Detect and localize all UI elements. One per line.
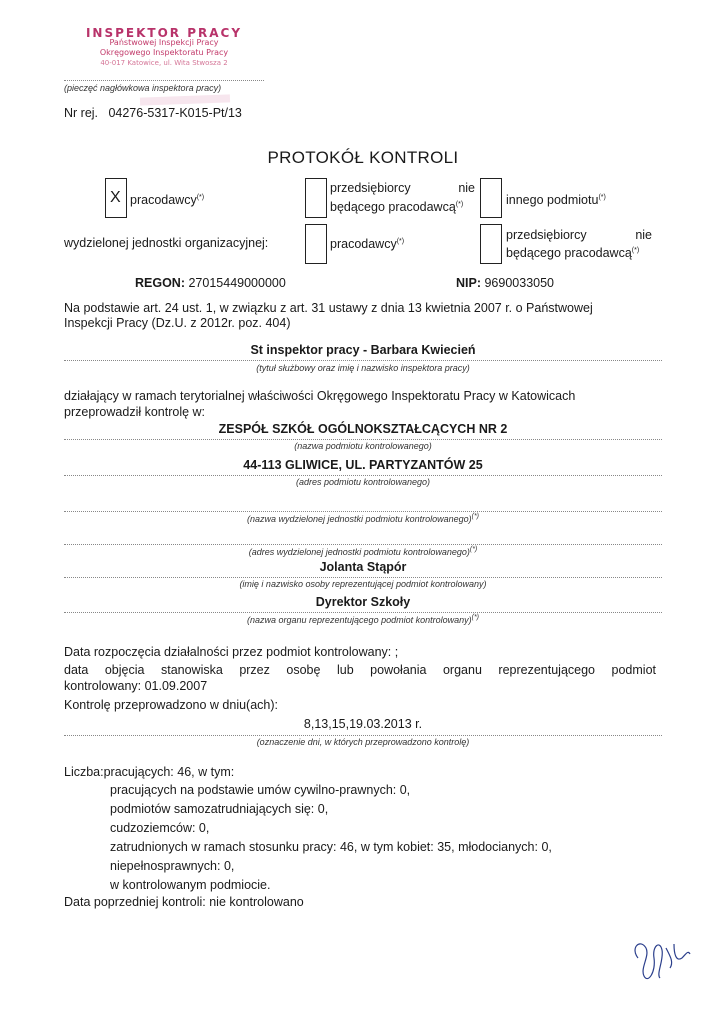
unit-address-caption: (adres wydzielonej jednostki podmiotu kontrolowanego)(*) xyxy=(248,546,478,557)
stamp-caption: (pieczęć nagłówkowa inspektora pracy) xyxy=(64,83,222,93)
checkbox-innego-podmiotu[interactable] xyxy=(480,178,502,218)
previous-control: Data poprzedniej kontroli: nie kontrolowano xyxy=(64,895,304,909)
count-employed: zatrudnionych w ramach stosunku pracy: 46, w tym kobiet: 35, młodocianych: 0, xyxy=(110,840,552,854)
reg-number: 04276-5317-K015-Pt/13 xyxy=(108,106,242,120)
inspector-value: St inspektor pracy - Barbara Kwiecień xyxy=(250,343,476,357)
count-disabled: niepełnosprawnych: 0, xyxy=(110,859,235,873)
inspector-line xyxy=(64,360,662,361)
unit-name-caption: (nazwa wydzielonej jednostki podmiotu kontrolowanego)(*) xyxy=(246,513,480,524)
nip xyxy=(456,276,554,291)
label-przedsiebiorcy-line2: będącego pracodawcą(*) xyxy=(330,200,464,215)
checkbox-przedsiebiorcy[interactable] xyxy=(305,178,327,218)
header-stamp xyxy=(64,28,264,76)
entity-name-line xyxy=(64,439,662,440)
control-days-value: 8,13,15,19.03.2013 r. xyxy=(303,717,423,731)
checkbox-jednostka-przedsiebiorcy[interactable] xyxy=(480,224,502,264)
unit-address-line xyxy=(64,544,662,545)
registration-number xyxy=(64,106,242,121)
checkbox-jednostka-pracodawcy[interactable] xyxy=(305,224,327,264)
representative-name: Jolanta Stąpór xyxy=(319,560,407,574)
representative-line xyxy=(64,577,662,578)
entity-address-line xyxy=(64,475,662,476)
count-header: Liczba:pracujących: 46, w tym: xyxy=(64,765,235,779)
control-days-caption: (oznaczenie dni, w których przeprowadzono kontrolę) xyxy=(256,737,470,747)
label-jednostka-przedsiebiorcy-line2: będącego pracodawcą(*) xyxy=(506,246,640,261)
count-in-entity: w kontrolowanym podmiocie. xyxy=(110,878,271,892)
label-jednostka-pracodawcy: pracodawcy(*) xyxy=(330,237,405,252)
control-days-line xyxy=(64,735,662,736)
representative-caption: (imię i nazwisko osoby reprezentującej podmiot kontrolowany) xyxy=(239,579,487,589)
label-innego-podmiotu: innego podmiotu(*) xyxy=(506,193,606,208)
legal-basis-line-2: Inspekcji Pracy (Dz.U. z 2012r. poz. 404) xyxy=(64,316,291,330)
entity-name: ZESPÓŁ SZKÓŁ OGÓLNOKSZTAŁCĄCYCH NR 2 xyxy=(218,422,508,436)
label-wydzielonej-jednostki: wydzielonej jednostki organizacyjnej: xyxy=(64,236,269,250)
label-przedsiebiorcy-line1: przedsiębiorcy nie xyxy=(330,181,475,195)
acting-line-1: działający w ramach terytorialnej właściwości Okręgowego Inspektoratu Pracy w Katowicach xyxy=(64,389,576,403)
legal-basis-line-1: Na podstawie art. 24 ust. 1, w związku z art. 31 ustawy z dnia 13 kwietnia 2007 r. o Państwowej xyxy=(64,301,593,315)
faint-stamp-mark xyxy=(140,94,230,105)
organ-name: Dyrektor Szkoły xyxy=(315,595,411,609)
entity-address-caption: (adres podmiotu kontrolowanego) xyxy=(295,477,431,487)
count-foreigners: cudzoziemców: 0, xyxy=(110,821,210,835)
position-line-1: data objęcia stanowiska przez osobę lub powołania organu reprezentującego podmiot xyxy=(64,663,656,677)
stamp-line-1: INSPEKTOR PRACY xyxy=(85,26,243,40)
stamp-line-4: 40-017 Katowice, ul. Wita Stwosza 2 xyxy=(100,59,228,67)
acting-line-2: przeprowadził kontrolę w: xyxy=(64,405,206,419)
unit-name-line xyxy=(64,511,662,512)
activity-start: Data rozpoczęcia działalności przez podmiot kontrolowany: ; xyxy=(64,645,399,659)
label-pracodawcy: pracodawcy(*) xyxy=(130,193,205,208)
entity-name-caption: (nazwa podmiotu kontrolowanego) xyxy=(294,441,432,451)
nip-value: 9690033050 xyxy=(484,276,555,290)
nip-label: NIP: xyxy=(456,276,481,290)
regon-label: REGON: xyxy=(135,276,185,290)
label-jednostka-przedsiebiorcy-line1: przedsiębiorcy nie xyxy=(506,228,652,242)
organ-line xyxy=(64,612,662,613)
checkbox-mark: X xyxy=(110,189,121,206)
inspector-caption: (tytuł służbowy oraz imię i nazwisko inspektora pracy) xyxy=(256,363,470,373)
regon xyxy=(135,276,286,291)
entity-address: 44-113 GLIWICE, UL. PARTYZANTÓW 25 xyxy=(243,458,483,472)
count-civil: pracujących na podstawie umów cywilno-prawnych: 0, xyxy=(110,783,411,797)
stamp-dotted-line xyxy=(64,80,264,81)
document-title: PROTOKÓŁ KONTROLI xyxy=(267,148,459,167)
stamp-line-2: Państwowej Inspekcji Pracy xyxy=(109,38,219,47)
reg-label: Nr rej. xyxy=(64,106,99,120)
position-line-2: kontrolowany: 01.09.2007 xyxy=(64,679,208,693)
regon-value: 27015449000000 xyxy=(188,276,286,290)
control-days-label: Kontrolę przeprowadzono w dniu(ach): xyxy=(64,698,279,712)
checkbox-pracodawcy[interactable] xyxy=(105,178,127,218)
count-self-employed: podmiotów samozatrudniających się: 0, xyxy=(110,802,329,816)
organ-caption: (nazwa organu reprezentującego podmiot kontrolowany)(*) xyxy=(246,614,480,625)
signature-initials xyxy=(630,928,700,988)
stamp-line-3: Okręgowego Inspektoratu Pracy xyxy=(99,48,229,57)
